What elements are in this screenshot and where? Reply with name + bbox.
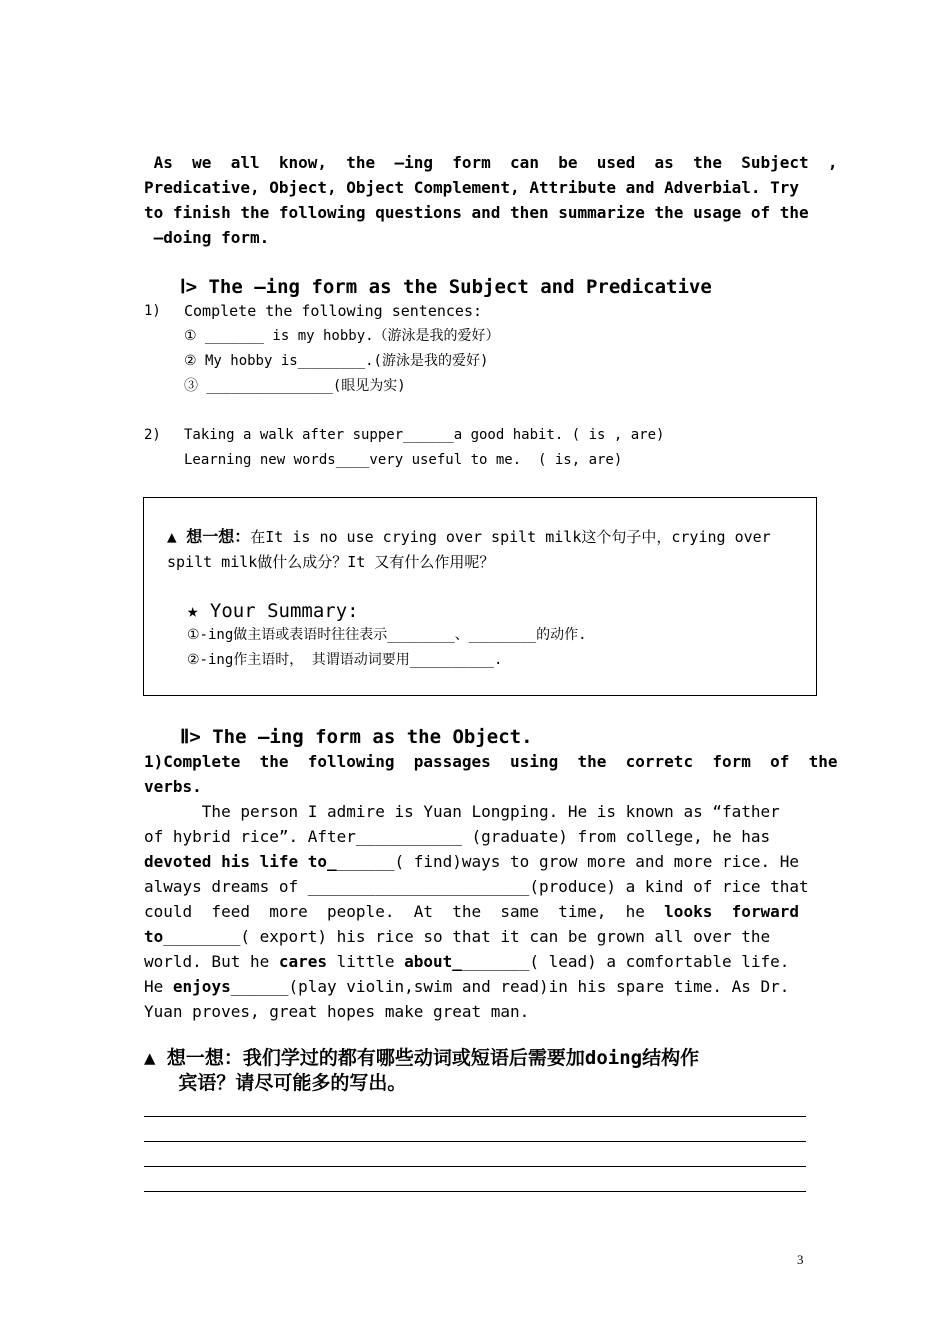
page-number: 3 bbox=[797, 1252, 804, 1267]
passage-line bbox=[144, 899, 806, 924]
answer-line[interactable] bbox=[144, 1166, 806, 1167]
think-text: spilt milk做什么成分？It 又有什么作用呢？ bbox=[167, 553, 495, 571]
summary-list bbox=[187, 623, 587, 673]
think2-line: 宾语？请尽可能多的写出。 bbox=[144, 1072, 407, 1094]
intro-paragraph bbox=[144, 150, 838, 250]
q1-instruction: verbs. bbox=[144, 777, 202, 796]
q1-item: ③ _______________(眼见为实) bbox=[184, 378, 406, 394]
summary-heading: ★ Your Summary: bbox=[187, 600, 359, 622]
passage-text: ________( export) his rice so that it can be grown all over the bbox=[163, 927, 771, 946]
passage-text: _______( lead) a comfortable life. bbox=[461, 952, 790, 971]
intro-line: As we all know, the –ing form can be used as the Subject , bbox=[144, 153, 838, 172]
phrase-bold: cares bbox=[278, 952, 328, 971]
passage-line bbox=[144, 924, 806, 949]
q1-number: 1) bbox=[144, 303, 161, 319]
think2-question bbox=[144, 1046, 806, 1096]
think-text: 在It is no use crying over spilt milk这个句子中，crying over bbox=[250, 528, 771, 546]
q1-title: Complete the following sentences: bbox=[184, 302, 483, 320]
passage-line: of hybrid rice”. After___________ (graduate) from college, he has bbox=[144, 827, 771, 846]
intro-line: to finish the following questions and then summarize the usage of the bbox=[144, 203, 809, 222]
section1-q2 bbox=[144, 423, 806, 473]
passage-text: ______( find)ways to grow more and more rice. He bbox=[336, 852, 800, 871]
q1-item: ① _______ is my hobby.（游泳是我的爱好） bbox=[184, 328, 500, 344]
q1-instruction: 1)Complete the following passages using the corretc form of the bbox=[144, 752, 838, 771]
think-summary-box bbox=[143, 497, 817, 696]
summary-item: ①-ing做主语或表语时往往表示________、________的动作. bbox=[187, 627, 587, 643]
answer-line[interactable] bbox=[144, 1116, 806, 1117]
phrase-bold: about_ bbox=[404, 952, 462, 971]
phrase-bold: looks forward bbox=[664, 902, 800, 921]
passage-text: world. But he bbox=[144, 952, 279, 971]
phrase-bold: enjoys bbox=[172, 977, 231, 996]
q2-line: Taking a walk after supper______a good habit. ( is , are) bbox=[184, 427, 665, 443]
intro-line: Predicative, Object, Object Complement, Attribute and Adverbial. Try bbox=[144, 178, 800, 197]
q2-number: 2) bbox=[144, 427, 161, 443]
summary-item: ②-ing作主语时， 其谓语动词要用__________. bbox=[187, 652, 503, 668]
think-question bbox=[167, 524, 771, 575]
passage-line: Yuan proves, great hopes make great man. bbox=[144, 1002, 530, 1021]
q1-item: ② My hobby is________.(游泳是我的爱好) bbox=[184, 353, 489, 369]
passage-line bbox=[144, 949, 806, 974]
passage-text: little bbox=[327, 952, 405, 971]
passage-text: ______(play violin,swim and read)in his spare time. As Dr. bbox=[230, 977, 790, 996]
intro-line: –doing form. bbox=[144, 228, 270, 247]
passage bbox=[144, 799, 809, 1024]
section1-q1 bbox=[144, 299, 806, 399]
q2-line: Learning new words____very useful to me. ( is, are) bbox=[184, 452, 623, 468]
answer-line[interactable] bbox=[144, 1141, 806, 1142]
passage-line bbox=[144, 974, 806, 999]
section1-heading: Ⅰ> The –ing form as the Subject and Predicative bbox=[180, 276, 712, 298]
passage-text: could feed more people. At the same time, he bbox=[144, 902, 665, 921]
think2-line: ▲ 想一想：我们学过的都有哪些动词或短语后需要加doing结构作 bbox=[144, 1047, 700, 1069]
think-label: ▲ 想一想： bbox=[167, 527, 251, 546]
passage-line: always dreams of _______________________(produce) a kind of rice that bbox=[144, 877, 809, 896]
passage-line bbox=[144, 849, 806, 874]
phrase-bold: to bbox=[144, 927, 164, 946]
section2-heading: Ⅱ> The –ing form as the Object. bbox=[180, 726, 533, 748]
passage-line: The person I admire is Yuan Longping. He is known as “father bbox=[144, 802, 780, 821]
passage-text: He bbox=[144, 977, 173, 996]
answer-line[interactable] bbox=[144, 1191, 806, 1192]
phrase-bold: devoted his life to_ bbox=[144, 852, 337, 871]
section2-q1 bbox=[144, 749, 838, 799]
